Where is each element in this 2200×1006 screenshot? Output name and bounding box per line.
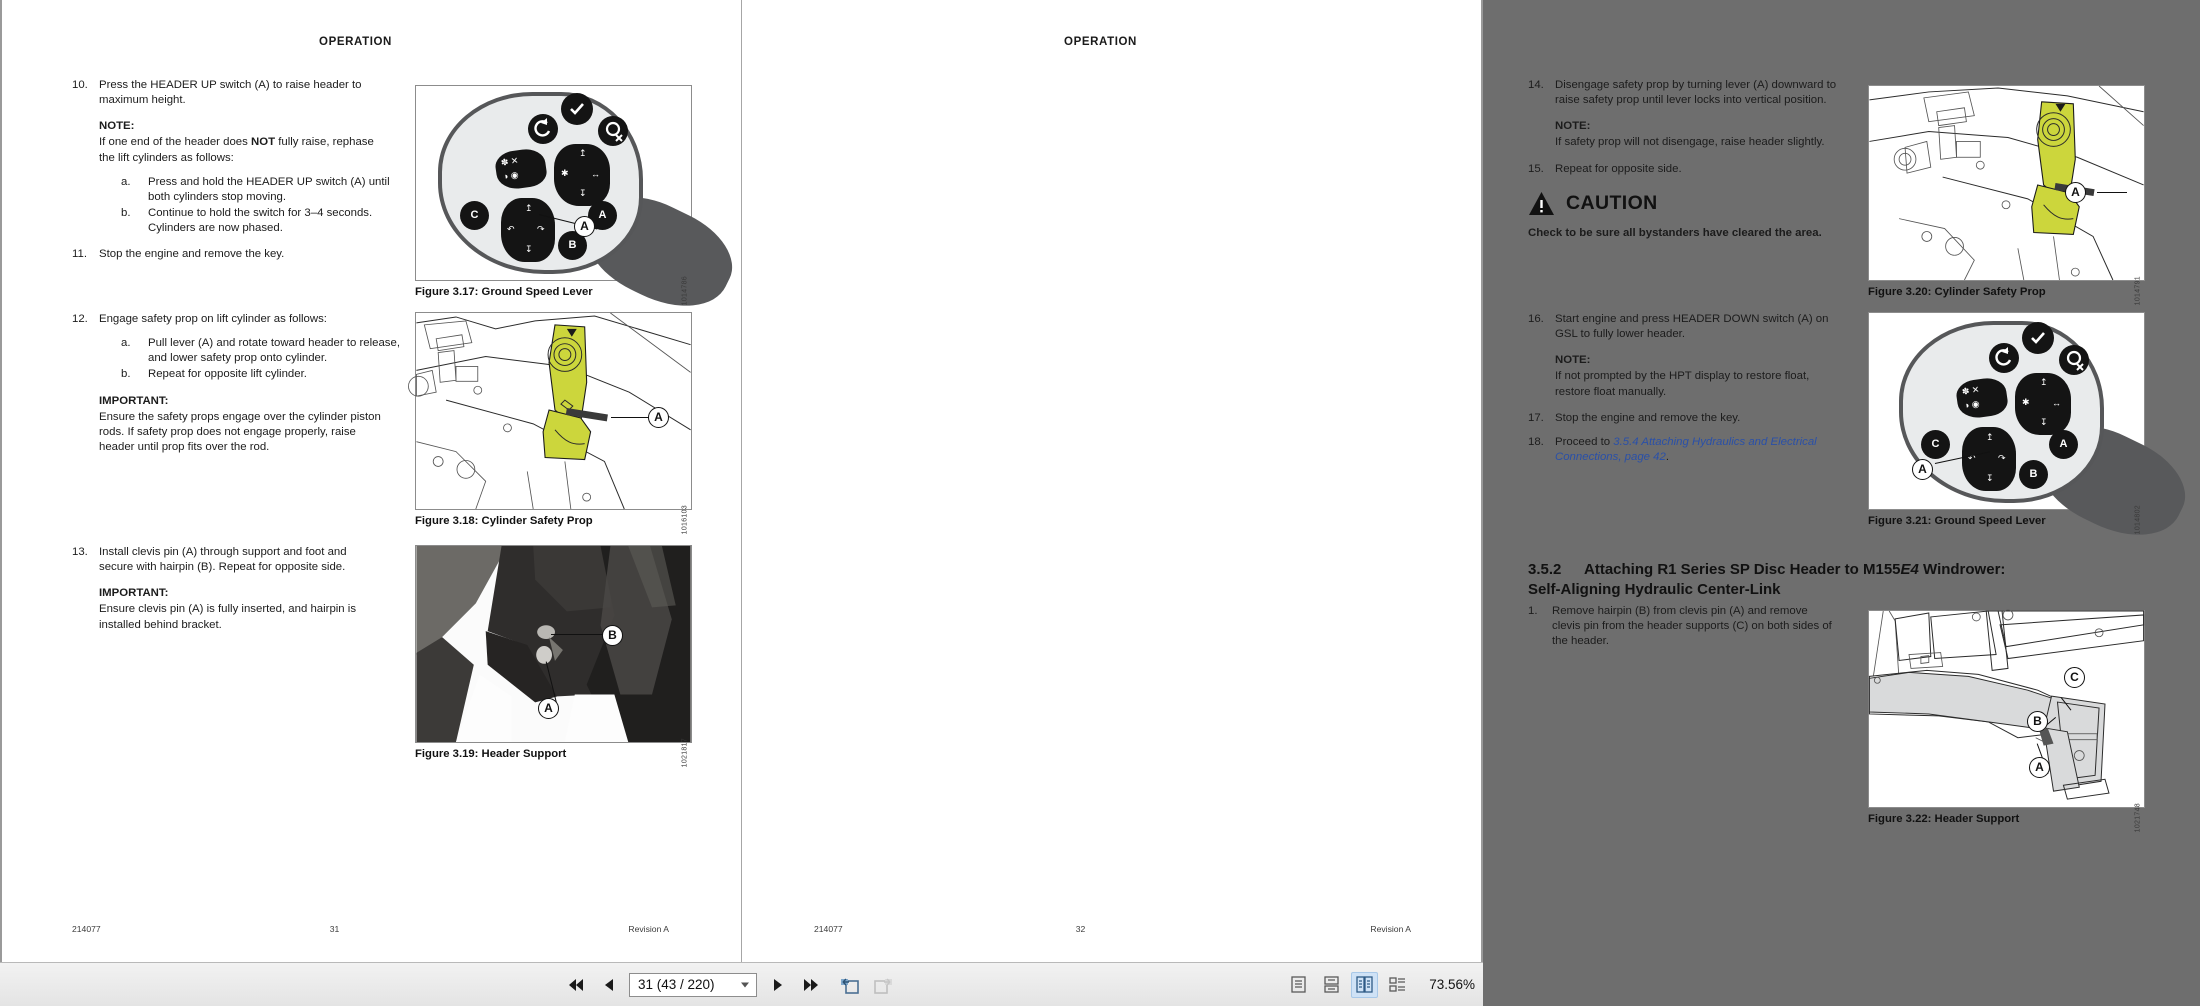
section-heading: 3.5.2 Attaching R1 Series SP Disc Header to M155E4 Windrower: Self-Aligning Hydraulic Center-Link: [1528, 561, 2006, 598]
button-c: C: [460, 201, 489, 230]
step-text: Proceed to 3.5.4 Attaching Hydraulics and Electrical Connections, page 42.: [1555, 435, 1817, 464]
figure-caption: Figure 3.21: Ground Speed Lever: [1868, 515, 2046, 527]
step-number: 13.: [72, 546, 88, 558]
note-label: NOTE:: [99, 120, 135, 133]
callout-a: A: [574, 216, 595, 237]
button-light-cluster: ✽ ✕ ◑ ◉: [1955, 376, 2010, 421]
substep-b: b. Repeat for opposite lift cylinder.: [121, 367, 402, 382]
button-b: B: [558, 231, 587, 260]
callout-a: A: [648, 407, 669, 428]
step-12: [72, 312, 402, 455]
callout-a: A: [2029, 757, 2050, 778]
right-text-column-2: [1528, 312, 1858, 465]
button-a: A: [588, 201, 617, 230]
step-text: Repeat for opposite side.: [1555, 162, 1682, 175]
step-number: 14.: [1528, 79, 1544, 91]
callout-a: A: [1912, 459, 1933, 480]
substep-b: b. Continue to hold the switch for 3–4 seconds. Cylinders are now phased.: [121, 207, 373, 235]
next-page-button[interactable]: [766, 973, 790, 997]
figure-id: 1014802: [2134, 505, 2141, 535]
note-label: NOTE:: [1555, 354, 1591, 367]
callout-leader-b: [551, 634, 608, 635]
page-31: [0, 0, 741, 962]
callout-b: B: [2027, 711, 2048, 732]
step-10: [72, 78, 402, 236]
step-16: [1528, 312, 1858, 400]
warning-triangle-icon: [1528, 191, 1555, 216]
figure-caption: Figure 3.18: Cylinder Safety Prop: [415, 515, 593, 527]
button-return: [1989, 343, 2019, 373]
button-c: C: [1921, 430, 1950, 459]
note-label: NOTE:: [1555, 120, 1591, 133]
step-number: 17.: [1528, 411, 1544, 424]
step-text: Stop the engine and remove the key.: [99, 248, 285, 261]
figure-3-18: [415, 312, 692, 535]
figure-id: 1021817: [681, 738, 688, 768]
substep-letter: a.: [121, 337, 131, 350]
section-number: 3.5.2: [1528, 561, 1562, 578]
substep-a: a. Press and hold the HEADER UP switch (A) until both cylinders stop moving.: [121, 175, 390, 203]
figure-caption: Figure 3.19: Header Support: [415, 748, 567, 760]
note-text: If one end of the header does NOT fully raise, rephase the lift cylinders as follows:: [99, 136, 374, 164]
view-mode-single-page[interactable]: [1285, 972, 1312, 998]
step-11: [72, 247, 402, 262]
cross-reference-link-cont[interactable]: Connections, page 42: [1555, 451, 1666, 464]
figure-caption: Figure 3.17: Ground Speed Lever: [415, 286, 593, 298]
section-3-5-2-block: [1528, 560, 2073, 600]
step-number: 16.: [1528, 313, 1544, 325]
important-label: IMPORTANT:: [99, 394, 169, 407]
button-a: A: [2049, 430, 2078, 459]
step-text: Stop the engine and remove the key.: [1555, 411, 1741, 424]
right-text-column-3: [1528, 604, 1858, 649]
cross-reference-link[interactable]: 3.5.4 Attaching Hydraulics and Electrical: [1613, 435, 1817, 448]
last-page-button[interactable]: [799, 973, 823, 997]
chevron-down-icon[interactable]: [741, 982, 749, 987]
cylinder-safety-prop-drawing-2: [1869, 86, 2144, 280]
running-head: OPERATION: [319, 36, 392, 48]
substep-list: [121, 336, 402, 382]
first-page-button[interactable]: [563, 973, 587, 997]
figure-3-22: [1868, 610, 2145, 833]
next-view-button[interactable]: [871, 973, 895, 997]
view-mode-continuous[interactable]: [1318, 972, 1345, 998]
button-header-cluster: ↥ ✱ ↔ ↧: [2015, 373, 2071, 435]
important-block: [99, 586, 402, 632]
step-number: 1.: [1528, 605, 1538, 617]
step-13: [72, 545, 402, 633]
button-reel-cluster: ↥ ↶ ↷ ↧: [1962, 427, 2016, 491]
callout-a: A: [538, 698, 559, 719]
callout-b: B: [602, 625, 623, 646]
note-text: If safety prop will not disengage, raise header slightly.: [1555, 136, 1825, 149]
ground-speed-lever-illustration-2: [1869, 313, 2144, 509]
figure-3-20: [1868, 85, 2145, 306]
button-check: [561, 93, 593, 125]
caution-header: [1528, 191, 1858, 217]
figure-caption: Figure 3.22: Header Support: [1868, 813, 2020, 825]
figure-3-21: [1868, 312, 2145, 535]
step-text: Remove hairpin (B) from clevis pin (A) and remove clevis pin from the header supports (C) on both sides of the header.: [1552, 605, 1832, 648]
left-text-column: [72, 78, 402, 263]
button-reel: [2059, 345, 2089, 375]
view-mode-two-page[interactable]: [1351, 972, 1378, 998]
page-32: [742, 0, 2141, 962]
page-number-input[interactable]: [629, 973, 757, 997]
figure-3-19: [415, 545, 692, 768]
step-number: 11.: [72, 248, 87, 261]
button-header-cluster: ↥ ✱ ↔ ↧: [554, 144, 610, 206]
footer-page-number: 32: [1075, 924, 1086, 934]
viewer-toolbar: [0, 962, 1483, 1006]
note-block: [1555, 119, 1858, 150]
substep-letter: b.: [121, 207, 131, 220]
note-block: [1555, 353, 1858, 399]
figure-id: 1016103: [681, 505, 688, 535]
note-text: If not prompted by the HPT display to restore float, restore float manually.: [1555, 370, 1810, 398]
step-text: Disengage safety prop by turning lever (A) downward to raise safety prop until lever locks into vertical position.: [1555, 79, 1837, 107]
step-text: Start engine and press HEADER DOWN switch (A) on GSL to fully lower header.: [1555, 313, 1829, 341]
figure-3-17: [415, 85, 692, 306]
substep-letter: a.: [121, 175, 131, 188]
button-light-cluster: ✽ ✕ ◑ ◉: [494, 147, 549, 192]
left-text-column-2: [72, 312, 402, 455]
step-17: [1528, 411, 1858, 426]
button-reel-cluster: ↥ ↶ ↷ ↧: [501, 198, 555, 262]
footer-doc-number: 214077: [72, 924, 101, 934]
step-15: [1528, 162, 1858, 177]
callout-a: A: [2065, 182, 2086, 203]
note-block: [99, 119, 402, 165]
caution-text: Check to be sure all bystanders have cleared the area.: [1528, 226, 1822, 239]
important-text: Ensure clevis pin (A) is fully inserted, and hairpin is installed behind bracket.: [99, 603, 357, 631]
header-support-drawing: [1869, 611, 2144, 807]
running-head: OPERATION: [1064, 36, 1137, 48]
left-text-column-3: [72, 545, 402, 633]
substep-letter: b.: [121, 368, 131, 381]
caution-word: CAUTION: [1566, 191, 1658, 214]
callout-c: C: [2064, 667, 2085, 688]
footer-revision: Revision A: [1370, 924, 1411, 934]
step-14: [1528, 78, 1858, 151]
step-number: 10.: [72, 79, 88, 91]
toolbar-view-group: [1285, 972, 1477, 998]
toolbar-navigation-group: [563, 973, 895, 997]
figure-id: 1021748: [2134, 803, 2141, 833]
ground-speed-lever-illustration: [416, 86, 691, 280]
footer-page-number: 31: [329, 924, 340, 934]
step-text: Press the HEADER UP switch (A) to raise header to maximum height.: [99, 79, 362, 107]
step-18: [1528, 435, 1858, 465]
button-b: B: [2019, 460, 2048, 489]
footer-doc-number: 214077: [814, 924, 843, 934]
step-text: Install clevis pin (A) through support and foot and secure with hairpin (B). Repeat for opposite side.: [99, 546, 347, 574]
figure-caption: Figure 3.20: Cylinder Safety Prop: [1868, 286, 2046, 298]
important-label: IMPORTANT:: [99, 587, 169, 600]
callout-leader: [2097, 192, 2127, 193]
important-text: Ensure the safety props engage over the cylinder piston rods. If safety prop does not engage properly, raise header until prop fits over the rod.: [99, 410, 381, 454]
previous-page-button[interactable]: [596, 973, 620, 997]
page-number-value: 31 (43 / 220): [638, 977, 715, 992]
callout-leader: [611, 417, 653, 418]
page-edge: [1481, 0, 1483, 962]
step-text: Engage safety prop on lift cylinder as follows:: [99, 313, 327, 325]
step-1: [1528, 604, 1858, 649]
zoom-level-label[interactable]: 73.56%: [1429, 977, 1475, 992]
step-number: 15.: [1528, 162, 1544, 175]
step-number: 18.: [1528, 435, 1544, 448]
button-return: [528, 114, 558, 144]
page-edge: [0, 0, 2, 962]
important-block: [99, 394, 402, 456]
step-number: 12.: [72, 313, 88, 325]
previous-view-button[interactable]: [838, 973, 862, 997]
right-text-column: [1528, 78, 1858, 241]
button-reel: [598, 116, 628, 146]
substep-list: [121, 175, 402, 237]
view-mode-book-view[interactable]: [1384, 972, 1411, 998]
substep-a: a. Pull lever (A) and rotate toward header to release, and lower safety prop onto cylinder.: [121, 337, 400, 365]
figure-id: 1014791: [2134, 276, 2141, 306]
figure-id: 1014786: [681, 276, 688, 306]
footer-revision: Revision A: [628, 924, 669, 934]
button-check: [2022, 322, 2054, 354]
